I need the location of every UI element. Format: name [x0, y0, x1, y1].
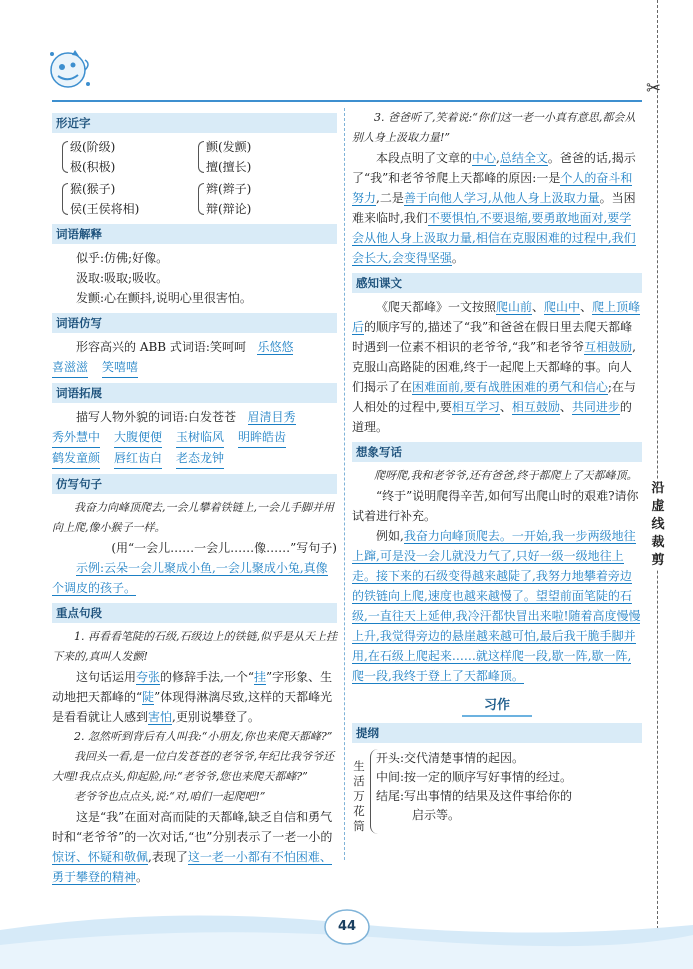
- similar-chars-row: 级(阶级) 极(积极) 颤(发颤) 擅(擅长): [62, 137, 337, 177]
- right-column: [352, 108, 642, 834]
- definition-item: 发颤:心在颤抖,说明心里很害怕。: [76, 291, 252, 305]
- outline: [352, 749, 642, 834]
- section-title-zhongdian: 重点句段: [52, 603, 337, 623]
- definition-item: 似乎:仿佛;好像。: [76, 251, 169, 265]
- composition-heading: 习作: [352, 692, 642, 717]
- key-passage-1: 1. 再看看笔陡的石级,石级边上的铁链,似乎是从天上挂下来的,真叫人发颤!: [52, 630, 337, 663]
- section-title-ganzhi: 感知课文: [352, 273, 642, 293]
- instruction: (用“一会儿……一会儿……像……”写句子): [111, 541, 337, 555]
- page-number: 44: [337, 919, 357, 934]
- outline-item: 开头:交代清楚事情的起因。: [376, 751, 525, 765]
- analysis-1: 这句话运用夸张的修辞手法,一个“挂”字形象、生动地把天都峰的“陡”体现得淋漓尽致,这样的天都峰光是看看就让人感到害怕,更别说攀登了。: [52, 670, 333, 724]
- outline-side-label: 生活万花筒: [353, 759, 365, 833]
- similar-chars-row: 猴(猴子) 侯(王侯将相) 辫(辫子) 辩(辩论): [62, 179, 337, 219]
- left-column: [52, 108, 337, 887]
- section-title-xingjinzi: 形近字: [52, 113, 337, 133]
- model-sentence: 我奋力向峰顶爬去,一会儿攀着铁链上,一会儿手脚并用向上爬,像小猴子一样。: [52, 501, 334, 534]
- column-divider: [344, 108, 345, 860]
- key-passage-2b: 我回头一看,是一位白发苍苍的老爷爷,年纪比我爷爷还大哩!我点点头,仰起脸,问:“老爷爷,您也来爬天都峰?”: [52, 750, 334, 783]
- expansion-answers: 秀外慧中 大腹便便 玉树临风 明眸皓齿 鹤发童颜 唇红齿白 老态龙钟: [52, 427, 337, 469]
- imagine-quote: 爬呀爬,我和老爷爷,还有爸爸,终于都爬上了天都峰顶。: [374, 469, 638, 482]
- imagine-prompt: “终于”说明爬得辛苦,如何写出爬山时的艰难?请你试着进行补充。: [352, 489, 639, 523]
- expansion-prompt: 描写人物外貌的词语:白发苍苍 眉清目秀: [76, 410, 296, 424]
- decorative-logo-icon: [40, 40, 98, 98]
- scissors-icon: ✂: [646, 78, 662, 99]
- section-title-xiangxiang: 想象写话: [352, 442, 642, 462]
- imitation-prompt: 形容高兴的 ABB 式词语:笑呵呵 乐悠悠: [76, 340, 294, 354]
- section-title-ciyujieshi: 词语解释: [52, 224, 337, 244]
- key-passage-2c: 老爷爷也点点头,说:“对,咱们一起爬吧!”: [74, 790, 266, 803]
- outline-item: 结尾:写出事情的结果及这件事给你的: [376, 789, 573, 803]
- header-rule: [52, 100, 642, 102]
- perception-text: 《爬天都峰》一文按照爬山前、爬山中、爬上顶峰后的顺序写的,描述了“我”和爸爸在假日里去爬天都峰时遇到一位素不相识的老爷爷,“我”和老爷爷互相鼓励,克服山高路陡的困难,终于一起爬上天都峰的事。向人们揭示了在困难面前,要有战胜困难的勇气和信心;在与人相处的过程中,要相互学习、相互鼓励、共同进步的道理。: [352, 300, 641, 434]
- key-passage-2a: 2. 忽然听到背后有人叫我:“小朋友,你也来爬天都峰?”: [74, 730, 333, 743]
- outline-item: 中间:按一定的顺序写好事情的经过。: [376, 770, 573, 784]
- section-title-ciyutuozhan: 词语拓展: [52, 383, 337, 403]
- sentence-answer: 示例:云朵一会儿聚成小鱼,一会儿聚成小兔,真像个调皮的孩子。: [52, 561, 328, 595]
- analysis-3: 本段点明了文章的中心,总结全文。爸爸的话,揭示了“我”和老爷爷爬上天都峰的原因:一是个人的奋斗和努力,二是善于向他人学习,从他人身上汲取力量。当困难来临时,我们不要惧怕,不要退缩,要勇敢地面对,要学会从他人身上汲取力量,相信在克服困难的过程中,我们会长大,会变得坚强。: [352, 151, 636, 265]
- imagine-example: 例如,我奋力向峰顶爬去。一开始,我一步两级地往上蹿,可是没一会儿就没力气了,只好一级一级地往上走。接下来的石级变得越来越陡了,我努力地攀着旁边的铁链向上爬,速度也越来越慢了。望望前面笔陡的石级,一直往天上延伸,我冷汗都快冒出来啦!随着高度慢慢上升,我觉得旁边的悬崖越来越可怕,最后我干脆手脚并用,在石级上爬起来……就这样爬一段,歇一阵,歇一阵,爬一段,我终于登上了天都峰顶。: [352, 529, 641, 683]
- section-title-tigang: 提纲: [352, 723, 642, 743]
- analysis-2: 这是“我”在面对高而陡的天都峰,缺乏自信和勇气时和“老爷爷”的一次对话,“也”分别表示了一老一小的惊讶、怀疑和敬佩,表现了这一老一小都有不怕困难、勇于攀登的精神。: [52, 810, 333, 884]
- imitation-answers: 喜滋滋 笑嘻嘻: [52, 357, 337, 378]
- key-passage-3: 3. 爸爸听了,笑着说:“你们这一老一小真有意思,都会从别人身上汲取力量!”: [352, 111, 636, 144]
- definition-item: 汲取:吸取;吸收。: [76, 271, 169, 285]
- section-title-ciyufangxie: 词语仿写: [52, 313, 337, 333]
- cut-label: 沿虚线裁剪: [649, 480, 667, 570]
- outline-item: 启示等。: [412, 808, 461, 822]
- section-title-fangxiejuzi: 仿写句子: [52, 474, 337, 494]
